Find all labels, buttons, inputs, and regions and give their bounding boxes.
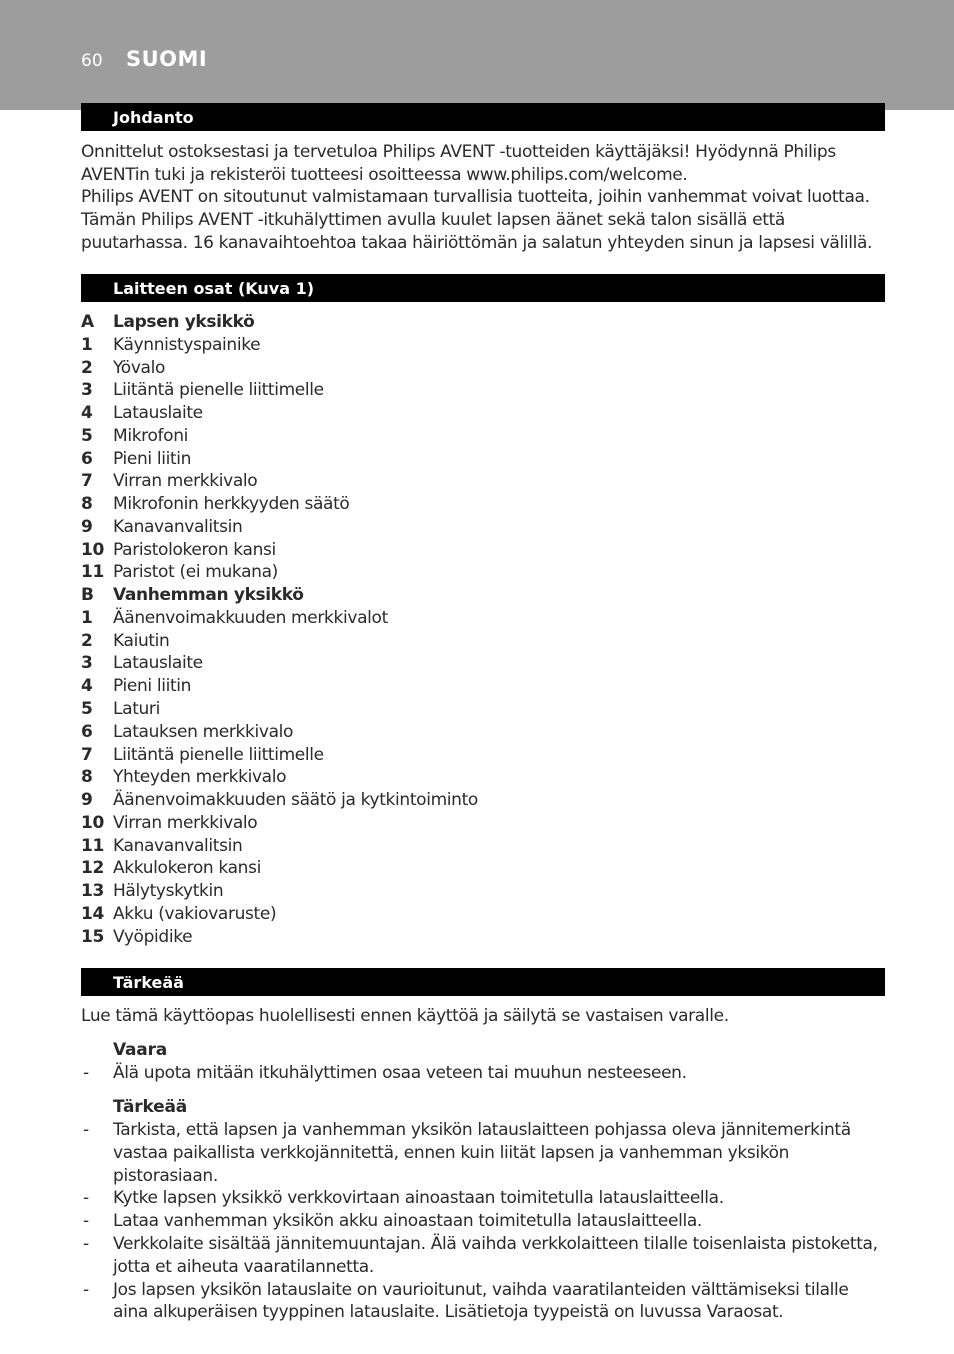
list-item — [81, 334, 885, 357]
bullet-item — [81, 1233, 885, 1279]
list-item-key: 10 — [81, 812, 104, 833]
bullet-dash: - — [83, 1120, 89, 1140]
list-item — [81, 561, 885, 584]
list-item-key: B — [81, 585, 94, 606]
list-item-key: 7 — [81, 744, 93, 765]
page-number: 60 — [81, 51, 103, 71]
list-item-label: Yhteyden merkkivalo — [113, 767, 287, 788]
list-item-key: A — [81, 312, 94, 332]
danger-heading: Vaara — [113, 1040, 168, 1060]
list-item — [81, 402, 885, 425]
list-item-label: Kanavanvalitsin — [113, 835, 243, 856]
list-item — [81, 379, 885, 402]
list-item-label: Pieni liitin — [113, 448, 192, 469]
important-intro: Lue tämä käyttöopas huolellisesti ennen käyttöä ja säilytä se vastaisen varalle. — [81, 1006, 729, 1026]
list-item — [81, 470, 885, 493]
bullet-item — [81, 1062, 885, 1085]
list-item — [81, 835, 885, 858]
list-item — [81, 516, 885, 539]
section-heading-intro: Johdanto — [81, 103, 885, 131]
list-item — [81, 607, 885, 630]
bullet-text: Lataa vanhemman yksikön akku ainoastaan toimitetulla latauslaitteella. — [113, 1211, 702, 1232]
list-item-key: 1 — [81, 334, 93, 355]
bullet-text: Jos lapsen yksikön latauslaite on vaurioitunut, vaihda vaaratilanteiden välttämiseksi tilalle aina alkuperäisen tyyppinen latauslaite. Lisätietoja tyypeistä on luvussa Varaosat. — [113, 1279, 849, 1323]
list-item-label: Mikrofonin herkkyyden säätö — [113, 494, 350, 515]
bullet-item — [81, 1210, 885, 1233]
list-item-key: 8 — [81, 494, 93, 515]
list-item-key: 8 — [81, 767, 93, 788]
list-item — [81, 789, 885, 812]
list-item — [81, 539, 885, 562]
list-item-key: 6 — [81, 448, 93, 469]
list-item-key: 14 — [81, 903, 104, 924]
danger-list — [81, 1062, 885, 1085]
bullet-dash: - — [83, 1063, 89, 1083]
important-list — [81, 1119, 885, 1324]
list-item-label: Laturi — [113, 699, 160, 720]
list-item-label: Paristot (ei mukana) — [113, 562, 278, 583]
list-item — [81, 675, 885, 698]
list-item-label: Yövalo — [113, 357, 166, 378]
list-item-label: Käynnistyspainike — [113, 334, 261, 355]
list-item-key: 9 — [81, 790, 93, 811]
list-item — [81, 448, 885, 471]
language-title: SUOMI — [126, 47, 208, 71]
list-item-key: 7 — [81, 471, 93, 492]
list-item-label: Paristolokeron kansi — [113, 539, 276, 560]
list-item-label: Äänenvoimakkuuden merkkivalot — [113, 607, 388, 628]
list-item-key: 4 — [81, 676, 93, 697]
header-band — [0, 0, 954, 110]
list-item-label: Vyöpidike — [113, 926, 193, 947]
parts-group-heading — [81, 584, 885, 607]
list-item — [81, 744, 885, 767]
parts-list — [81, 311, 885, 948]
list-item-label: Mikrofoni — [113, 425, 188, 446]
bullet-dash: - — [83, 1188, 89, 1209]
list-item-label: Pieni liitin — [113, 676, 192, 697]
list-item-label: Akku (vakiovaruste) — [113, 903, 277, 924]
bullet-item — [81, 1187, 885, 1210]
list-item — [81, 721, 885, 744]
bullet-text: Kytke lapsen yksikkö verkkovirtaan ainoastaan toimitetulla latauslaitteella. — [113, 1188, 724, 1209]
list-item-label: Kaiutin — [113, 630, 170, 651]
list-item-label: Latauslaite — [113, 653, 203, 674]
list-item-key: 2 — [81, 630, 93, 651]
list-item-key: 10 — [81, 539, 104, 560]
list-item-label: Liitäntä pienelle liittimelle — [113, 744, 324, 765]
list-item — [81, 698, 885, 721]
bullet-dash: - — [83, 1211, 89, 1232]
list-item-label: Latauslaite — [113, 403, 203, 424]
bullet-dash: - — [83, 1279, 89, 1300]
list-item — [81, 652, 885, 675]
list-item-key: 3 — [81, 653, 93, 674]
list-item — [81, 630, 885, 653]
bullet-text: Älä upota mitään itkuhälyttimen osaa veteen tai muuhun nesteeseen. — [113, 1063, 687, 1083]
parts-group-heading — [81, 311, 885, 334]
list-item — [81, 766, 885, 789]
section-heading-important: Tärkeää — [81, 968, 885, 996]
intro-text — [81, 141, 885, 255]
list-item-label: Hälytyskytkin — [113, 881, 224, 902]
list-item — [81, 357, 885, 380]
list-item-key: 11 — [81, 835, 104, 856]
list-item — [81, 857, 885, 880]
section-heading-parts: Laitteen osat (Kuva 1) — [81, 274, 885, 302]
list-item — [81, 493, 885, 516]
bullet-item — [81, 1279, 885, 1325]
list-item-label: Kanavanvalitsin — [113, 516, 243, 537]
bullet-text: Tarkista, että lapsen ja vanhemman yksikön latauslaitteen pohjassa oleva jännitemerkintä vastaa paikallista verkkojännitettä, ennen kuin liität lapsen ja vanhemman yksikön pistorasiaan. — [113, 1120, 851, 1186]
important-subheading: Tärkeää — [113, 1097, 188, 1117]
list-item-label: Liitäntä pienelle liittimelle — [113, 380, 324, 401]
list-item-label: Äänenvoimakkuuden säätö ja kytkintoiminto — [113, 790, 478, 811]
bullet-dash: - — [83, 1233, 89, 1254]
list-item-label: Vanhemman yksikkö — [113, 585, 304, 606]
bullet-text: Verkkolaite sisältää jännitemuuntajan. Älä vaihda verkkolaitteen tilalle toisenlaista pistoketta, jotta et aiheuta vaaratilannetta. — [113, 1233, 878, 1277]
list-item-label: Virran merkkivalo — [113, 812, 258, 833]
list-item-key: 1 — [81, 607, 93, 628]
bullet-item — [81, 1119, 885, 1187]
list-item — [81, 812, 885, 835]
list-item-key: 11 — [81, 562, 104, 583]
list-item — [81, 425, 885, 448]
list-item-key: 15 — [81, 926, 104, 947]
list-item — [81, 903, 885, 926]
list-item-label: Akkulokeron kansi — [113, 858, 261, 879]
list-item-label: Latauksen merkkivalo — [113, 721, 294, 742]
list-item-key: 6 — [81, 721, 93, 742]
list-item-key: 3 — [81, 380, 93, 401]
list-item-key: 4 — [81, 403, 93, 424]
list-item-key: 5 — [81, 425, 93, 446]
list-item-key: 12 — [81, 858, 104, 879]
list-item — [81, 926, 885, 949]
list-item-key: 13 — [81, 881, 104, 902]
intro-paragraph-1: Onnittelut ostoksestasi ja tervetuloa Philips AVENT -tuotteiden käyttäjäksi! Hyödynnä Philips AVENTin tuki ja rekisteröi tuotteesi osoitteessa www.philips.com/welcome. — [81, 142, 836, 185]
list-item-label: Virran merkkivalo — [113, 471, 258, 492]
list-item-key: 2 — [81, 357, 93, 378]
list-item-key: 5 — [81, 699, 93, 720]
list-item-key: 9 — [81, 516, 93, 537]
list-item-label: Lapsen yksikkö — [113, 312, 255, 332]
intro-paragraph-2: Philips AVENT on sitoutunut valmistamaan turvallisia tuotteita, joihin vanhemmat voivat luottaa. Tämän Philips AVENT -itkuhälyttimen avulla kuulet lapsen äänet sekä talon sisällä että puutarhassa. 16 kanavaihtoehtoa takaa häiriöttömän ja salatun yhteyden sinun ja lapsesi välillä. — [81, 187, 873, 253]
list-item — [81, 880, 885, 903]
